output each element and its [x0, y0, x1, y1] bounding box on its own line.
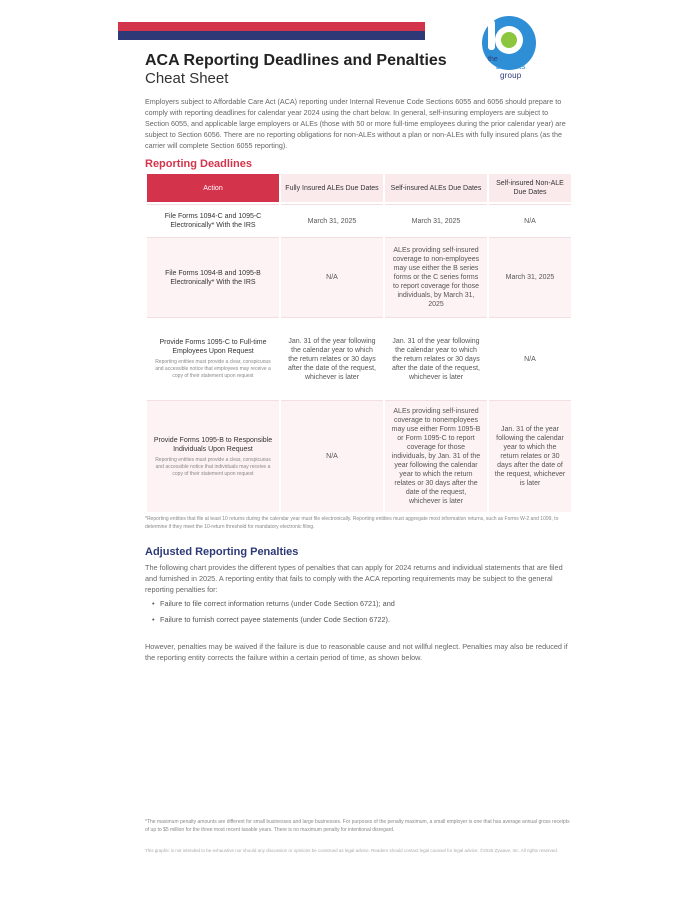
intro-paragraph: Employers subject to Affordable Care Act (ACA) reporting under Internal Revenue Code Sections 6055 and 6056 should prepare to comply with reporting deadlines for calendar year 2024 using the chart below. In general, self-insuring employers are subject to Section 6055, and applicable large employers or ALEs (those with 50 or more full-time employees during the prior calendar year) are subject to Section 6056. There are no reporting obligations for non-ALEs without a plan or non-ALEs with fully insured plans (as the carrier will complete Section 6055 reporting). [145, 97, 566, 150]
header-self-insured-ales: Self-insured ALEs Due Dates [385, 174, 487, 204]
list-item: • Failure to furnish correct payee statements (under Code Section 6722). [152, 614, 570, 630]
logo-green-dot [501, 32, 517, 48]
action-cell: Provide Forms 1095-C to Full-time Employees Upon Request Reporting entities must provide a clear, conspicuous and accessible notice that employees may receive a copy of their statement upon request [147, 317, 279, 400]
action-cell: File Forms 1094-C and 1095-C Electronically* With the IRS [147, 204, 279, 237]
table-cell: N/A [489, 204, 571, 237]
penalties-outro: However, penalties may be waived if the failure is due to reasonable cause and not willful neglect. Penalties may also be reduced if the reporting entity corrects the failure within a certain period of time, as shown below. [145, 642, 568, 662]
header-fully-insured-ales: Fully Insured ALEs Due Dates [281, 174, 383, 204]
table-row [147, 204, 571, 237]
list-item: • Failure to file correct information returns (under Code Section 6721); and [152, 598, 570, 614]
header-action: Action [147, 174, 279, 204]
table-row [147, 317, 571, 400]
company-logo [482, 16, 540, 84]
penalty-footnote: *The maximum penalty amounts are different for small businesses and large businesses. For purposes of the penalty maximum, a small employer is one that has average annual gross receipts of up to $5 million for the three most recent taxable years. There is no maximum penalty for intentional disregard. [145, 819, 570, 833]
header-bar-navy [118, 31, 425, 40]
header-self-insured-non-ale: Self-insured Non-ALE Due Dates [489, 174, 571, 204]
adjusted-penalties-heading: Adjusted Reporting Penalties [145, 546, 299, 558]
table-cell: ALEs providing self-insured coverage to nonemployees may use either Form 1095-B or Form 1095-C to report coverage for those individuals, by Jan. 31 of the year following the calendar year to which the return relates or 30 days after the date of the request, whichever is later [385, 400, 487, 512]
logo-text-benefits: benefits [496, 62, 526, 71]
table-row [147, 400, 571, 512]
legal-disclaimer: This graphic is not intended to be exhaustive nor should any discussion or opinions be construed as legal advice. Readers should contact legal counsel for legal advice. ©2025 Zywave, Inc. All rights reserved. [145, 848, 559, 853]
table-cell: N/A [281, 237, 383, 317]
table-cell: Jan. 31 of the year following the calendar year to which the return relates or 30 days after the date of the request, whichever is later [281, 317, 383, 400]
header-color-bar [118, 22, 425, 40]
table-cell: Jan. 31 of the year following the calendar year to which the return relates or 30 days after the date of the request, whichever is later [385, 317, 487, 400]
table-cell: March 31, 2025 [281, 204, 383, 237]
table-cell: March 31, 2025 [385, 204, 487, 237]
table-cell: March 31, 2025 [489, 237, 571, 317]
penalties-intro: The following chart provides the different types of penalties that can apply for 2024 returns and individual statements that are filed and furnished in 2025. A reporting entity that fails to comply with the ACA reporting requirements may be subject to the general reporting penalties for: [145, 563, 563, 594]
header-bar-red [118, 22, 425, 31]
deadlines-table [145, 174, 573, 512]
table-cell: ALEs providing self-insured coverage to non-employees may use either the B series forms or the C series forms to report coverage for those individuals, by March 31, 2025 [385, 237, 487, 317]
action-note: Reporting entities must provide a clear, conspicuous and accessible notice that employees may receive a copy of their statement upon request [155, 359, 271, 379]
page-subtitle: Cheat Sheet [145, 70, 229, 87]
reporting-deadlines-heading: Reporting Deadlines [145, 158, 252, 170]
deadlines-footnote: *Reporting entities that file at least 10 returns during the calendar year must file electronically. Reporting entities must aggregate most information returns, such as Forms W-2 and 1099, to determine if they meet the 10-return threshold for mandatory electronic filing. [145, 516, 559, 530]
table-row [147, 237, 571, 317]
table-cell: N/A [281, 400, 383, 512]
table-cell: N/A [489, 317, 571, 400]
action-cell: File Forms 1094-B and 1095-B Electronically* With the IRS [147, 237, 279, 317]
table-cell: Jan. 31 of the year following the calendar year to which the return relates or 30 days after the date of the request, whichever is later [489, 400, 571, 512]
penalty-bullet-list [152, 598, 570, 630]
logo-text-the: the [488, 56, 498, 63]
action-cell: Provide Forms 1095-B to Responsible Individuals Upon Request Reporting entities must provide a clear, conspicuous and accessible notice that individuals may receive a copy of their statement upon request [147, 400, 279, 512]
page-title: ACA Reporting Deadlines and Penalties [145, 52, 447, 69]
action-note: Reporting entities must provide a clear, conspicuous and accessible notice that individuals may receive a copy of their statement upon request [155, 456, 271, 477]
logo-text-group: group [500, 71, 522, 80]
